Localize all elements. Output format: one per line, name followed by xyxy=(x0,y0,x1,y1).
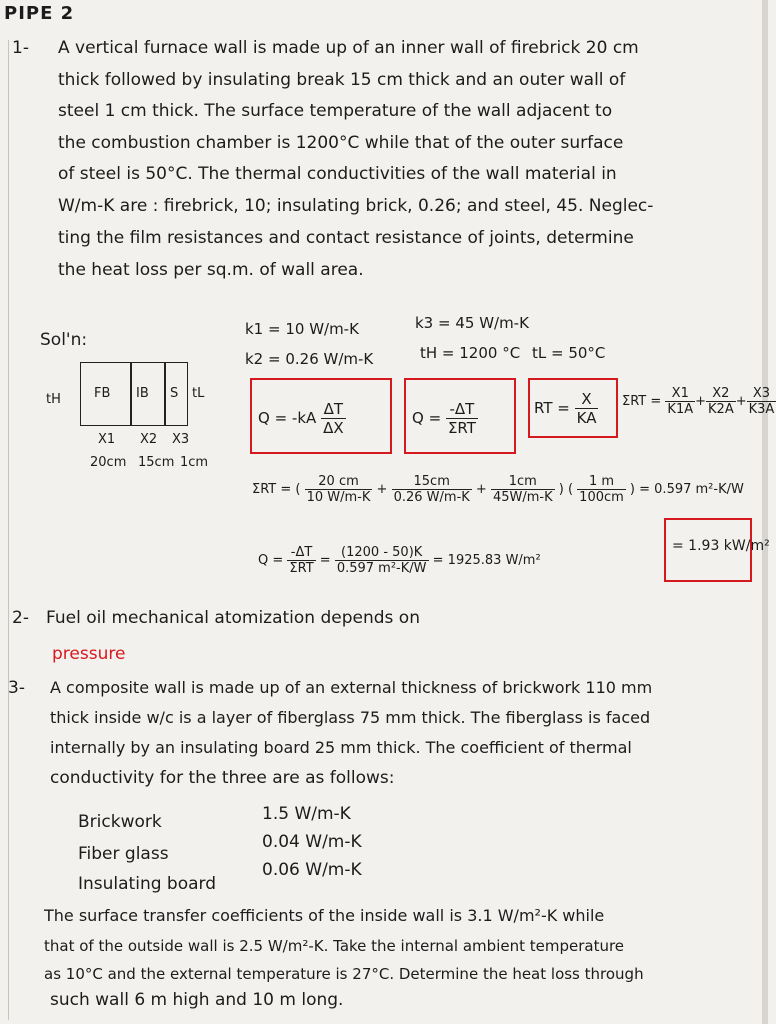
x-label: X3 xyxy=(172,432,190,447)
material-k: 1.5 W/m-K xyxy=(262,804,351,824)
diagram-th-label: tH xyxy=(46,392,61,407)
numerator: (1200 - 50)K xyxy=(335,545,429,561)
problem3-number: 3- xyxy=(8,678,25,698)
numerator: X2 xyxy=(706,386,736,402)
formula-fourier xyxy=(258,400,346,437)
problem1-line: the heat loss per sq.m. of wall area. xyxy=(58,260,364,280)
calc-fraction xyxy=(287,545,315,576)
problem3-line: such wall 6 m high and 10 m long. xyxy=(50,990,344,1010)
material-name: Fiber glass xyxy=(78,844,169,864)
material-k: 0.06 W/m-K xyxy=(262,860,362,880)
problem1-line: A vertical furnace wall is made up of an inner wall of firebrick 20 cm xyxy=(58,38,639,58)
denominator: K2A xyxy=(708,402,734,417)
problem1-number: 1- xyxy=(12,38,29,58)
q-intermediate: = 1925.83 W/m² xyxy=(432,553,541,568)
formula-lhs: Q = -kA xyxy=(258,409,317,427)
thickness-label: 1cm xyxy=(180,455,209,470)
page-title: PIPE 2 xyxy=(4,3,75,24)
diagram-tl-label: tL xyxy=(192,386,205,401)
denominator: 10 W/m-K xyxy=(306,490,371,505)
q-calculation: Q = $\frac{-\Delta T}{\text{ΣRT}}$ = $\frac{(1200 - 50)K}{\text{0.597 m²-K/W}}$ = 1925.83 W/m² xyxy=(258,545,541,576)
formula-fraction xyxy=(706,386,736,417)
sum-rt-calculation: ΣRT = ( $\frac{20 cm}{10 W/m-K}$ + $\frac{15cm}{0.26 W/m-K}$ + $\frac{1cm}{45W/m-K}$ ) ( $\frac{1 m}{100cm}$ ) = 0.597 m²-K/W xyxy=(252,474,744,505)
denominator: 45W/m-K xyxy=(492,490,553,505)
layer-label: FB xyxy=(94,386,111,401)
thickness-label: 20cm xyxy=(90,455,127,470)
calc-fraction xyxy=(335,545,429,576)
formula-lhs: RT = xyxy=(534,399,570,417)
problem3-line: The surface transfer coefficients of the inside wall is 3.1 W/m²-K while xyxy=(44,906,605,925)
formula-lhs: ΣRT = xyxy=(622,394,662,409)
denominator: ΔX xyxy=(323,419,344,437)
denominator: K3A xyxy=(748,402,775,417)
formula-fraction xyxy=(747,386,776,417)
layer-label: S xyxy=(170,386,179,401)
problem2-number: 2- xyxy=(12,608,29,628)
numerator: -ΔT xyxy=(446,400,478,419)
numerator: 1cm xyxy=(491,474,555,490)
numerator: X3 xyxy=(747,386,776,402)
problem3-line: internally by an insulating board 25 mm thick. The coefficient of thermal xyxy=(50,738,632,757)
numerator: X xyxy=(575,390,599,409)
material-name: Brickwork xyxy=(78,812,162,832)
layer-label: IB xyxy=(136,386,149,401)
given-th: tH = 1200 °C xyxy=(420,344,521,362)
problem3-line: A composite wall is made up of an external thickness of brickwork 110 mm xyxy=(50,678,653,697)
calc-lhs: Q = xyxy=(258,553,284,568)
problem3-line: thick inside w/c is a layer of fiberglass 75 mm thick. The fiberglass is faced xyxy=(50,708,651,727)
denominator: 0.597 m²-K/W xyxy=(336,561,427,576)
given-k3: k3 = 45 W/m-K xyxy=(415,314,529,332)
denominator: 100cm xyxy=(579,490,624,505)
final-answer: = 1.93 kW/m² xyxy=(672,538,770,554)
x-label: X2 xyxy=(140,432,158,447)
numerator: 15cm xyxy=(392,474,472,490)
formula-lhs: Q = xyxy=(412,409,442,427)
problem2-text: Fuel oil mechanical atomization depends on xyxy=(46,608,420,628)
given-k1: k1 = 10 W/m-K xyxy=(245,320,359,338)
denominator: 0.26 W/m-K xyxy=(393,490,470,505)
given-tl: tL = 50°C xyxy=(532,344,606,362)
material-name: Insulating board xyxy=(78,874,217,894)
formula-fraction xyxy=(446,400,478,437)
sum-rt-result: = 0.597 m²-K/W xyxy=(639,482,744,497)
calc-lhs: ΣRT = xyxy=(252,482,292,497)
formula-fraction xyxy=(665,386,695,417)
x-label: X1 xyxy=(98,432,116,447)
denominator: K1A xyxy=(667,402,694,417)
problem1-line: the combustion chamber is 1200°C while that of the outer surface xyxy=(58,133,624,153)
problem1-line: of steel is 50°C. The thermal conductivities of the wall material in xyxy=(58,164,617,184)
problem3-line: as 10°C and the external temperature is 27°C. Determine the heat loss through xyxy=(44,965,644,983)
formula-rt xyxy=(534,390,598,427)
given-k2: k2 = 0.26 W/m-K xyxy=(245,350,374,368)
solution-label: Sol'n: xyxy=(40,330,88,350)
problem1-line: thick followed by insulating break 15 cm thick and an outer wall of xyxy=(58,70,626,90)
formula-fraction xyxy=(575,390,599,427)
problem2-answer: pressure xyxy=(52,644,126,664)
problem3-line: conductivity for the three are as follows: xyxy=(50,768,395,788)
thickness-label: 15cm xyxy=(138,455,175,470)
denominator: ΣRT xyxy=(447,419,476,437)
numerator: -ΔT xyxy=(287,545,315,561)
problem1-line: ting the film resistances and contact resistance of joints, determine xyxy=(58,228,634,248)
conversion-fraction xyxy=(577,474,626,505)
denominator: ΣRT xyxy=(289,561,314,576)
problem1-line: steel 1 cm thick. The surface temperature of the wall adjacent to xyxy=(58,101,613,121)
problem3-line: that of the outside wall is 2.5 W/m²-K. Take the internal ambient temperature xyxy=(44,937,625,955)
calc-fraction xyxy=(392,474,472,505)
margin-line xyxy=(8,40,9,1020)
page-edge xyxy=(762,0,768,1024)
formula-sum-rt: ΣRT = $\frac{X1}{K1A}$ + $\frac{X2}{K2A}$ + $\frac{X3}{K3A}$ xyxy=(622,386,775,417)
numerator: ΔT xyxy=(321,400,346,419)
numerator: 20 cm xyxy=(305,474,373,490)
calc-fraction xyxy=(305,474,373,505)
numerator: 1 m xyxy=(577,474,626,490)
numerator: X1 xyxy=(665,386,695,402)
denominator: KA xyxy=(576,409,597,427)
problem1-line: W/m-K are : firebrick, 10; insulating brick, 0.26; and steel, 45. Neglec- xyxy=(58,196,654,216)
calc-fraction xyxy=(491,474,555,505)
formula-fraction xyxy=(321,400,346,437)
formula-q-resistance xyxy=(412,400,478,437)
material-k: 0.04 W/m-K xyxy=(262,832,362,852)
